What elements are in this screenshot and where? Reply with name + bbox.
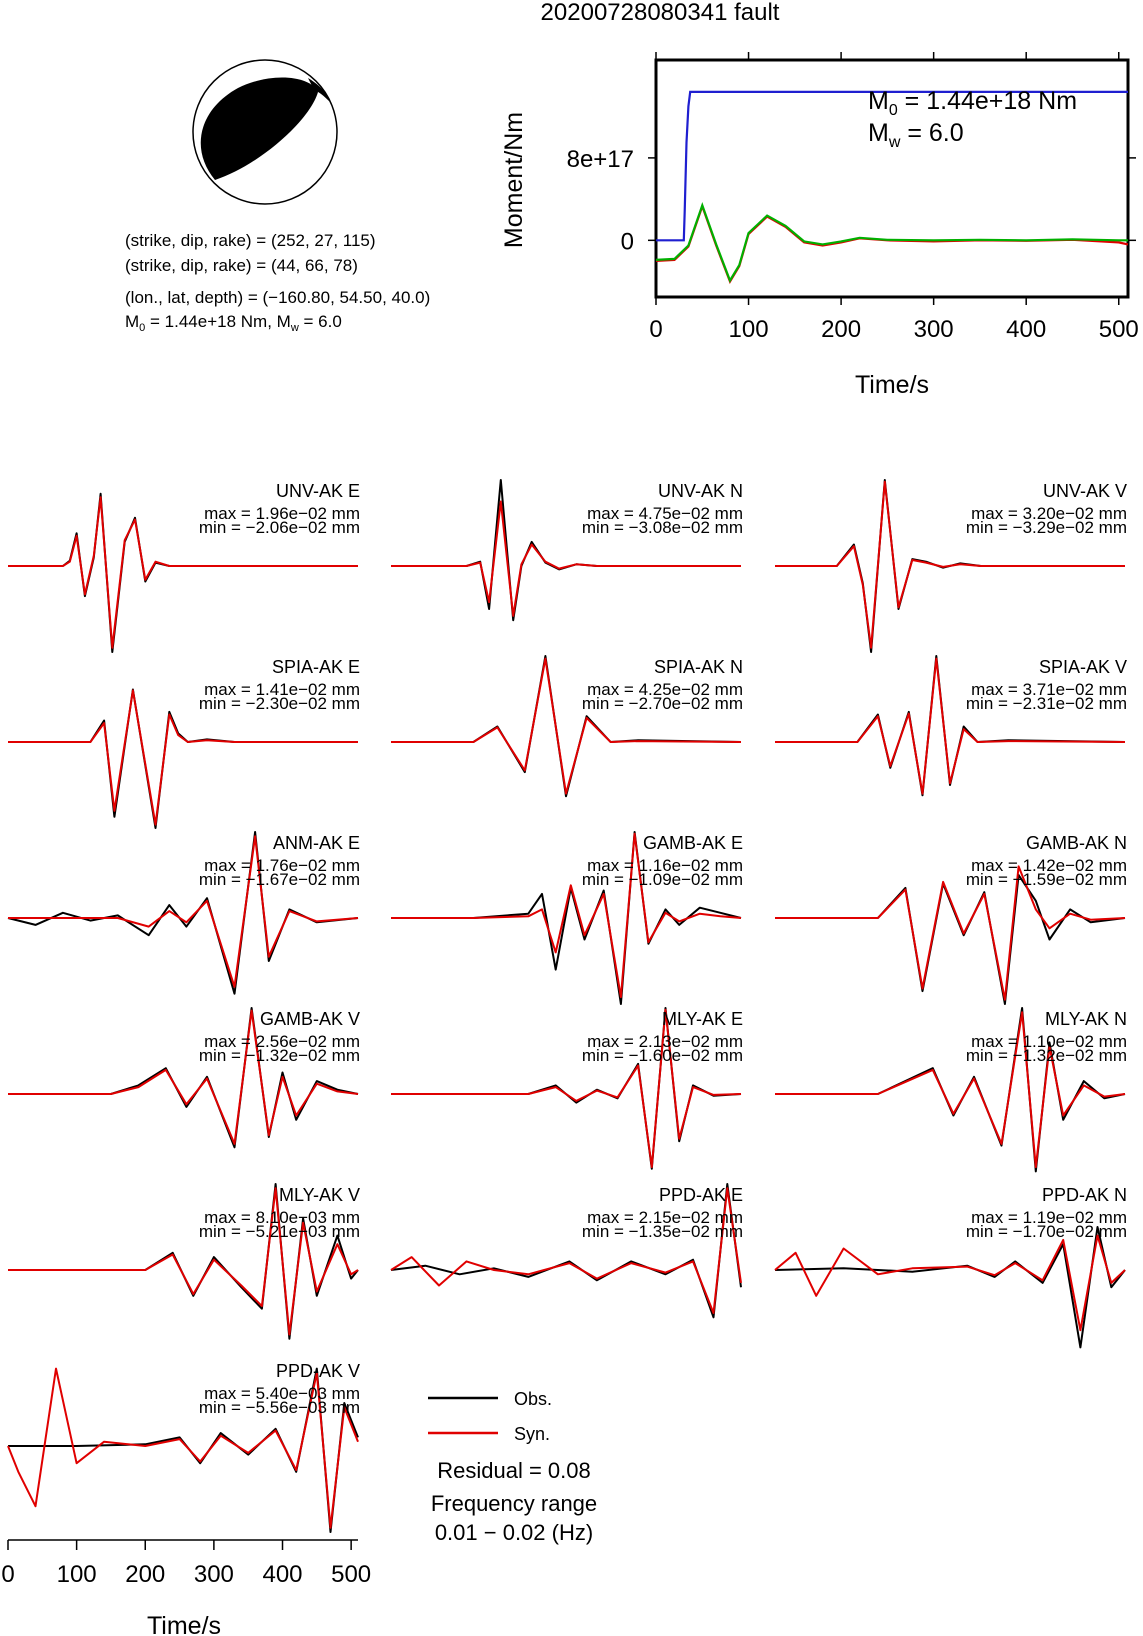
station-label: GAMB-AK N — [1025, 833, 1127, 853]
moment-magnitude-summary: $M_0 = 1.44e+18$ Nm, $M_w = 6.0$ — [125, 312, 342, 334]
station-label: SPIA-AK V — [1038, 657, 1127, 677]
waveform-x-tick-label: 500 — [331, 1561, 372, 1588]
station-label: GAMB-AK V — [259, 1009, 360, 1029]
min-amplitude-label: min = −1.67e−02 mm — [198, 870, 360, 889]
moment-x-tick-label: 500 — [1098, 316, 1139, 343]
station-label: UNV-AK E — [275, 481, 360, 501]
moment-rate-chart — [500, 52, 1139, 399]
max-amplitude-label: max = 2.56e−02 mm — [204, 1032, 360, 1051]
waveform-panel — [391, 832, 743, 1004]
min-amplitude-label: min = −1.59e−02 mm — [965, 870, 1127, 889]
waveform-panel — [8, 657, 360, 828]
min-amplitude-label: min = −1.35e−02 mm — [581, 1222, 743, 1241]
max-amplitude-label: max = 1.96e−02 mm — [204, 504, 360, 523]
moment-series-line-3 — [656, 205, 1128, 280]
waveform-x-axis-label: Time/s — [146, 1612, 222, 1636]
min-amplitude-label: min = −1.60e−02 mm — [581, 1046, 743, 1065]
waveform-time-axis — [1, 1540, 371, 1588]
max-amplitude-label: max = 1.42e−02 mm — [971, 856, 1127, 875]
waveform-panel — [775, 1185, 1127, 1347]
max-amplitude-label: max = 3.20e−02 mm — [971, 504, 1127, 523]
observed-trace — [391, 480, 741, 620]
station-label: UNV-AK N — [657, 481, 743, 501]
min-amplitude-label: min = −1.32e−02 mm — [965, 1046, 1127, 1065]
waveform-panel — [8, 1008, 360, 1147]
min-amplitude-label: min = −1.70e−02 mm — [965, 1222, 1127, 1241]
min-amplitude-label: min = −2.06e−02 mm — [198, 518, 360, 537]
min-amplitude-label: min = −3.08e−02 mm — [581, 518, 743, 537]
frequency-range-label: Frequency range — [430, 1491, 598, 1516]
max-amplitude-label: max = 2.15e−02 mm — [587, 1208, 743, 1227]
strike-dip-rake-plane-1: (strike, dip, rake) = (252, 27, 115) — [125, 231, 376, 250]
waveform-x-tick-label: 300 — [193, 1561, 234, 1588]
station-label: MLY-AK N — [1044, 1009, 1127, 1029]
max-amplitude-label: max = 1.76e−02 mm — [204, 856, 360, 875]
station-label: SPIA-AK N — [653, 657, 743, 677]
lon-lat-depth: (lon., lat, depth) = (−160.80, 54.50, 40.0) — [125, 288, 431, 307]
station-label: SPIA-AK E — [271, 657, 360, 677]
waveform-panel — [775, 480, 1127, 652]
max-amplitude-label: max = 4.25e−02 mm — [587, 680, 743, 699]
station-label: MLY-AK V — [278, 1185, 360, 1205]
residual-label: Residual = 0.08 — [437, 1458, 591, 1483]
waveform-panel — [8, 832, 360, 994]
moment-y-axis-label: Moment/Nm — [500, 111, 528, 249]
min-amplitude-label: min = −2.70e−02 mm — [581, 694, 743, 713]
waveform-x-tick-label: 0 — [1, 1561, 15, 1588]
min-amplitude-label: min = −2.31e−02 mm — [965, 694, 1127, 713]
min-amplitude-label: min = −2.30e−02 mm — [198, 694, 360, 713]
station-label: MLY-AK E — [661, 1009, 743, 1029]
min-amplitude-label: min = −1.09e−02 mm — [581, 870, 743, 889]
legend-syn-label: Syn. — [514, 1424, 551, 1444]
moment-x-axis-label: Time/s — [854, 371, 930, 399]
synthetic-trace — [775, 1236, 1125, 1331]
moment-x-tick-label: 100 — [728, 316, 769, 343]
synthetic-trace — [775, 659, 1125, 794]
moment-y-tick-label: 8e+17 — [566, 145, 634, 173]
page-title: 20200728080341 fault — [540, 0, 780, 26]
station-label: PPD-AK V — [275, 1361, 360, 1381]
moment-x-tick-label: 0 — [649, 316, 663, 343]
waveform-panel — [391, 480, 743, 620]
waveform-panel — [775, 833, 1127, 1004]
waveform-x-tick-label: 200 — [125, 1561, 166, 1588]
waveform-panel — [8, 1361, 360, 1532]
min-amplitude-label: min = −5.56e−03 mm — [198, 1398, 360, 1417]
waveform-panels — [8, 480, 1127, 1532]
min-amplitude-label: min = −5.21e−03 mm — [198, 1222, 360, 1241]
waveform-panel — [8, 1184, 360, 1339]
beachball-focal-mechanism — [193, 60, 337, 204]
waveform-x-tick-label: 400 — [262, 1561, 303, 1588]
max-amplitude-label: max = 5.40e−03 mm — [204, 1384, 360, 1403]
moment-annotation-m0: $M_0 = 1.44e+18$ Nm — [868, 87, 1078, 119]
legend — [428, 1389, 552, 1444]
max-amplitude-label: max = 4.75e−02 mm — [587, 504, 743, 523]
synthetic-trace — [8, 1011, 358, 1144]
waveform-x-tick-label: 100 — [56, 1561, 97, 1588]
min-amplitude-label: min = −1.32e−02 mm — [198, 1046, 360, 1065]
waveform-panel — [391, 1008, 743, 1169]
max-amplitude-label: max = 3.71e−02 mm — [971, 680, 1127, 699]
moment-annotation-mw: $M_w = 6.0$ — [868, 119, 964, 151]
synthetic-trace — [391, 1188, 741, 1313]
max-amplitude-label: max = 1.19e−02 mm — [971, 1208, 1127, 1227]
waveform-panel — [775, 656, 1127, 795]
waveform-panel — [8, 481, 360, 652]
observed-trace — [775, 875, 1125, 1004]
min-amplitude-label: min = −3.29e−02 mm — [965, 518, 1127, 537]
frequency-range-value: 0.01 − 0.02 (Hz) — [434, 1520, 594, 1545]
waveform-panel — [391, 1184, 743, 1317]
station-label: PPD-AK N — [1041, 1185, 1127, 1205]
waveform-panel — [391, 656, 743, 796]
station-label: UNV-AK V — [1042, 481, 1127, 501]
station-label: ANM-AK E — [272, 833, 360, 853]
observed-trace — [391, 656, 741, 796]
moment-y-tick-label: 0 — [620, 228, 634, 256]
waveform-panel — [775, 1008, 1127, 1171]
legend-obs-label: Obs. — [514, 1389, 553, 1409]
max-amplitude-label: max = 1.10e−02 mm — [971, 1032, 1127, 1051]
strike-dip-rake-plane-2: (strike, dip, rake) = (44, 66, 78) — [125, 256, 358, 275]
moment-x-tick-label: 400 — [1006, 316, 1047, 343]
moment-x-tick-label: 200 — [821, 316, 862, 343]
moment-series-group — [656, 92, 1128, 282]
station-label: PPD-AK E — [658, 1185, 743, 1205]
max-amplitude-label: max = 2.13e−02 mm — [587, 1032, 743, 1051]
station-label: GAMB-AK E — [642, 833, 743, 853]
moment-x-tick-label: 300 — [913, 316, 954, 343]
max-amplitude-label: max = 1.41e−02 mm — [204, 680, 360, 699]
max-amplitude-label: max = 1.16e−02 mm — [587, 856, 743, 875]
synthetic-trace — [391, 659, 741, 794]
max-amplitude-label: max = 8.10e−03 mm — [204, 1208, 360, 1227]
